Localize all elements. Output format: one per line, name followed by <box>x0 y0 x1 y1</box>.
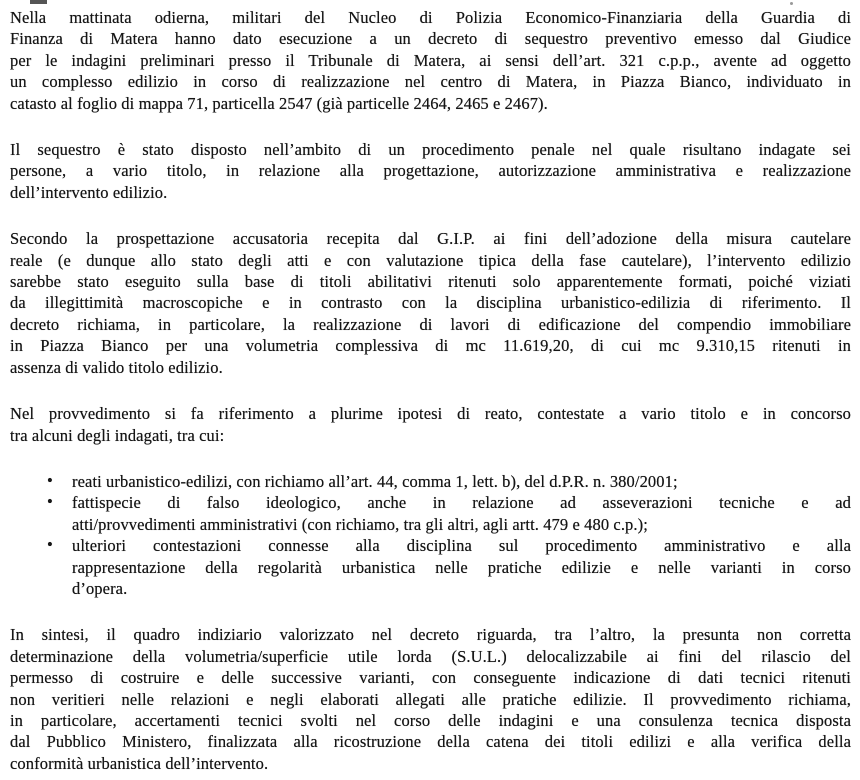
text-line: Secondo la prospettazione accusatoria recepita dal G.I.P. ai fini dell’adozione della misura cautelare <box>10 229 851 249</box>
text-line: dal Pubblico Ministero, finalizzata alla ricostruzione della catena dei titoli edilizi e alla verifica della <box>10 732 851 752</box>
text-line: per le indagini preliminari presso il Tribunale di Matera, ai sensi dell’art. 321 c.p.p., avente ad oggetto <box>10 50 851 70</box>
text-line: atti/provvedimenti amministrativi (con richiamo, tra gli altri, agli artt. 479 e 480 c.p.); <box>72 514 648 534</box>
offenses-bullet-list <box>10 471 851 599</box>
list-item-urbanistic-offenses <box>10 471 851 492</box>
paragraph-accusatory-framework <box>10 228 851 378</box>
bullet-icon: • <box>47 492 53 512</box>
text-line: rappresentazione della regolarità urbanistica nelle pratiche edilizie e nelle varianti in corso <box>72 557 851 577</box>
text-line: un complesso edilizio in corso di realizzazione nel centro di Matera, in Piazza Bianco, individuato in <box>10 72 851 92</box>
paragraph-investigated-persons <box>10 139 851 203</box>
text-line: assenza di valido titolo edilizio. <box>10 357 223 377</box>
text-line: Finanza di Matera hanno dato esecuzione a un decreto di sequestro preventivo emesso dal Giudice <box>10 29 851 49</box>
list-item-further-charges <box>10 535 851 599</box>
text-line: permesso di costruire e delle successive varianti, con conseguente indicazione di dati tecnici ritenuti <box>10 668 851 688</box>
list-item-ideological-falsehood <box>10 492 851 535</box>
text-line: catasto al foglio di mappa 71, particella 2547 (già particelle 2464, 2465 e 2467). <box>10 93 548 113</box>
text-line: reale (e dunque allo stato degli atti e con valutazione tipica della fase cautelare), l’intervento edilizio <box>10 250 851 270</box>
text-line: tra alcuni degli indagati, tra cui: <box>10 425 225 445</box>
bullet-icon: • <box>47 535 53 555</box>
text-line: In sintesi, il quadro indiziario valorizzato nel decreto riguarda, tra l’altro, la presunta non corretta <box>10 625 851 645</box>
text-line: ulteriori contestazioni connesse alla disciplina sul procedimento amministrativo e alla <box>72 536 851 556</box>
document-body <box>10 7 851 774</box>
text-line: fattispecie di falso ideologico, anche in relazione ad asseverazioni tecniche e ad <box>72 493 851 513</box>
text-line: Nel provvedimento si fa riferimento a plurime ipotesi di reato, contestate a vario titolo e in concorso <box>10 404 851 424</box>
text-line: conformità urbanistica dell’intervento. <box>10 753 269 773</box>
paragraph-summary-conclusion <box>10 624 851 774</box>
text-line: Nella mattinata odierna, militari del Nucleo di Polizia Economico-Finanziaria della Guardia di <box>10 8 851 27</box>
text-line: dell’intervento edilizio. <box>10 182 168 202</box>
text-line: in Piazza Bianco per una volumetria complessiva di mc 11.619,20, di cui mc 9.310,15 ritenuti in <box>10 336 851 356</box>
text-line: non veritieri nelle relazioni e negli elaborati allegati alle pratiche edilizie. Il provvedimento richiama, <box>10 689 851 709</box>
text-line: d’opera. <box>72 578 128 598</box>
scan-artifact-bar <box>30 0 47 4</box>
paragraph-seizure-execution <box>10 7 851 114</box>
bullet-icon: • <box>47 470 53 490</box>
text-line: da illegittimità macroscopiche e in contrasto con la disciplina urbanistico-edilizia di riferimento. Il <box>10 293 851 313</box>
text-line: in particolare, accertamenti tecnici svolti nel corso delle indagini e una consulenza tecnica disposta <box>10 710 851 730</box>
text-line: determinazione della volumetria/superficie utile lorda (S.U.L.) delocalizzabile ai fini del rilascio del <box>10 646 851 666</box>
text-line: persone, a vario titolo, in relazione alla progettazione, autorizzazione amministrativa e realizzazione <box>10 161 851 181</box>
text-line: sarebbe stato eseguito sulla base di titoli abilitativi ritenuti solo apparentemente formati, poiché viziati <box>10 272 851 292</box>
text-line: Il sequestro è stato disposto nell’ambito di un procedimento penale nel quale risultano indagate sei <box>10 140 851 160</box>
paragraph-offense-hypotheses-intro <box>10 403 851 446</box>
text-line: reati urbanistico-edilizi, con richiamo all’art. 44, comma 1, lett. b), del d.P.R. n. 380/2001; <box>72 471 678 491</box>
scan-artifact-dot <box>790 2 793 5</box>
text-line: decreto richiama, in particolare, la realizzazione di lavori di edificazione del compendio immobiliare <box>10 314 851 334</box>
